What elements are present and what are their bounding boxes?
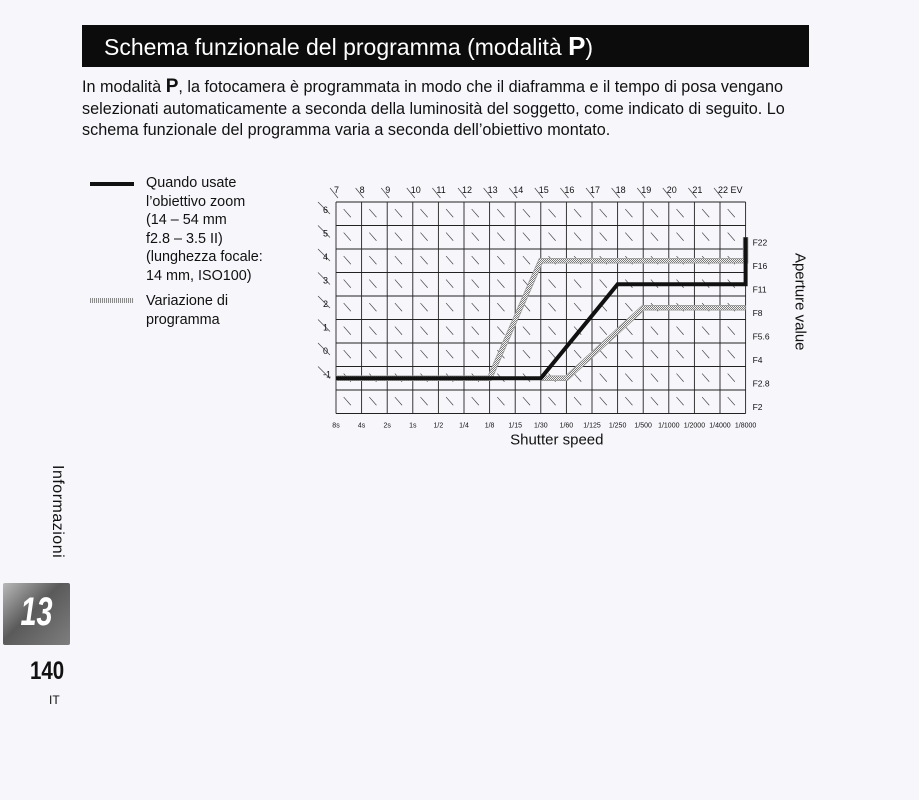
- ev-top-label: 9: [385, 185, 391, 195]
- x-tick-label: 8s: [332, 422, 340, 430]
- ev-diagonal: [472, 209, 479, 217]
- ev-diagonal: [497, 256, 504, 264]
- ev-diagonal: [676, 209, 683, 217]
- ev-diagonal: [728, 327, 735, 335]
- legend-shift-text: [146, 292, 296, 329]
- ev-diagonal: [523, 327, 530, 335]
- ev-diagonal: [676, 233, 683, 241]
- ev-diagonal: [728, 209, 735, 217]
- ev-top-label: 19: [641, 185, 652, 195]
- ev-left-label: 2: [323, 299, 329, 309]
- page-title: [82, 25, 809, 67]
- ev-diagonal: [702, 374, 709, 382]
- ev-left-label: 5: [323, 228, 329, 239]
- ev-diagonal: [395, 256, 402, 264]
- ev-top-label: 12: [462, 185, 473, 195]
- ev-diagonal: [446, 209, 453, 217]
- page-number: 140: [30, 657, 65, 685]
- legend-zoom-line: Quando usate: [146, 175, 237, 191]
- ev-diagonal: [600, 280, 607, 288]
- ev-diagonal: [728, 397, 735, 405]
- ev-diagonal: [446, 256, 453, 264]
- ev-top-label: 20: [666, 185, 677, 195]
- x-tick-label: 1/30: [533, 422, 548, 430]
- ev-diagonal: [625, 374, 632, 382]
- legend-zoom-line: f2.8 – 3.5 II): [146, 230, 223, 247]
- ev-top-label: 10: [410, 185, 421, 195]
- ev-top-label: 14: [513, 185, 524, 195]
- ev-top-label: 8: [359, 185, 365, 195]
- language-code: IT: [49, 693, 60, 707]
- ev-diagonal: [651, 209, 658, 217]
- ev-diagonal: [548, 280, 555, 288]
- ev-top-label: 17: [590, 185, 601, 195]
- chart-labels: [323, 185, 809, 449]
- intro-mode: P: [165, 76, 179, 97]
- ev-diagonal: [574, 233, 581, 241]
- y-tick-label: F16: [752, 260, 768, 271]
- ev-diagonal: [420, 280, 427, 288]
- ev-diagonal: [548, 350, 555, 358]
- ev-diagonal: [446, 233, 453, 241]
- x-tick-label: 1/15: [508, 422, 523, 430]
- y-tick-label: F22: [752, 237, 768, 248]
- ev-diagonal: [676, 350, 683, 358]
- ev-diagonal: [344, 209, 351, 217]
- chapter-badge: [3, 583, 70, 645]
- ev-diagonal: [651, 233, 658, 241]
- ev-top-label: 21: [692, 185, 703, 195]
- ev-diagonal: [600, 397, 607, 405]
- ev-diagonal: [574, 397, 581, 405]
- legend-zoom-line: (14 – 54 mm: [146, 212, 227, 228]
- x-tick-label: 1/500: [634, 422, 652, 430]
- ev-diagonal: [369, 280, 376, 288]
- ev-diagonal: [651, 327, 658, 335]
- ev-diagonal: [702, 350, 709, 358]
- y-tick-label: F4: [752, 354, 763, 365]
- ev-diagonal: [523, 256, 530, 264]
- ev-diagonal: [395, 327, 402, 335]
- intro-text-1: In modalità: [82, 78, 166, 96]
- ev-diagonal: [369, 233, 376, 241]
- legend-zoom-text: [146, 174, 296, 285]
- y-tick-label: F8: [752, 307, 763, 318]
- legend-zoom-line: l’obiettivo zoom: [146, 193, 246, 210]
- ev-diagonal: [728, 233, 735, 241]
- ev-diagonal: [369, 327, 376, 335]
- ev-top-label: 18: [615, 185, 626, 195]
- ev-top-label: 16: [564, 185, 575, 195]
- ev-diagonal: [676, 397, 683, 405]
- ev-diagonal: [728, 374, 735, 382]
- ev-diagonal: [420, 350, 427, 358]
- ev-diagonal: [395, 350, 402, 358]
- ev-diagonal: [600, 350, 607, 358]
- ev-diagonal: [446, 280, 453, 288]
- ev-diagonal: [548, 327, 555, 335]
- ev-left-label: 3: [323, 275, 329, 286]
- ev-diagonal: [369, 209, 376, 217]
- x-tick-label: 1/250: [608, 422, 627, 430]
- ev-diagonal: [548, 303, 555, 311]
- ev-diagonal: [497, 233, 504, 241]
- ev-diagonal: [369, 256, 376, 264]
- ev-diagonal: [472, 303, 479, 311]
- ev-diagonal: [395, 303, 402, 311]
- y-axis-title: Aperture value: [791, 252, 809, 351]
- x-tick-label: 1/60: [559, 422, 574, 430]
- ev-diagonal: [625, 397, 632, 405]
- ev-diagonal: [625, 350, 632, 358]
- legend-shift-swatch: [90, 298, 134, 303]
- ev-top-label: 13: [487, 185, 498, 195]
- title-mode: P: [568, 31, 586, 61]
- ev-diagonal: [472, 397, 479, 405]
- section-tab: Informazioni: [49, 465, 66, 559]
- ev-diagonal: [344, 397, 351, 405]
- ev-diagonal: [651, 374, 658, 382]
- ev-diagonal: [600, 209, 607, 217]
- ev-diagonal: [702, 233, 709, 241]
- ev-diagonal: [548, 397, 555, 405]
- ev-diagonal: [702, 397, 709, 405]
- ev-diagonal: [574, 303, 581, 311]
- ev-diagonal: [344, 303, 351, 311]
- ev-diagonal: [369, 303, 376, 311]
- x-axis-title: Shutter speed: [510, 431, 604, 449]
- ev-diagonal: [446, 350, 453, 358]
- ev-diagonal: [702, 327, 709, 335]
- ev-diagonal: [395, 233, 402, 241]
- ev-diagonal: [676, 327, 683, 335]
- ev-top-label: 11: [436, 185, 446, 195]
- ev-left-label: 0: [323, 346, 329, 356]
- title-suffix: ): [585, 34, 594, 60]
- y-tick-label: F11: [752, 284, 767, 295]
- title-prefix: Schema funzionale del programma (modalità: [104, 34, 569, 60]
- ev-diagonal: [497, 209, 504, 217]
- ev-diagonal: [548, 209, 555, 217]
- ev-diagonal: [574, 350, 581, 358]
- x-tick-label: 1s: [409, 422, 417, 430]
- ev-left-label: 1: [323, 322, 329, 333]
- ev-diagonal: [651, 397, 658, 405]
- ev-diagonal: [651, 350, 658, 358]
- x-tick-label: 1/8: [484, 422, 495, 430]
- ev-diagonal: [446, 397, 453, 405]
- ev-top-label: 22 EV: [718, 185, 743, 195]
- ev-diagonal: [446, 303, 453, 311]
- ev-diagonal: [600, 327, 607, 335]
- x-tick-label: 1/1000: [658, 422, 680, 430]
- ev-diagonal: [395, 397, 402, 405]
- ev-top-label: 15: [538, 185, 549, 195]
- y-tick-label: F2: [752, 401, 763, 412]
- intro-paragraph: [82, 76, 812, 142]
- ev-diagonal: [344, 327, 351, 335]
- ev-diagonal: [574, 280, 581, 288]
- ev-diagonal: [446, 327, 453, 335]
- ev-diagonal: [497, 397, 504, 405]
- ev-diagonal: [472, 327, 479, 335]
- x-tick-label: 1/4000: [709, 422, 731, 430]
- ev-diagonal: [728, 350, 735, 358]
- ev-diagonal: [420, 303, 427, 311]
- ev-diagonal: [625, 209, 632, 217]
- ev-diagonal: [600, 374, 607, 382]
- ev-diagonal: [395, 209, 402, 217]
- ev-diagonal: [472, 350, 479, 358]
- ev-diagonal: [600, 233, 607, 241]
- legend-zoom-line: (lunghezza focale:: [146, 249, 263, 265]
- ev-diagonal: [523, 350, 530, 358]
- ev-diagonal: [676, 374, 683, 382]
- y-tick-label: F5.6: [752, 331, 770, 342]
- x-tick-label: 4s: [357, 422, 366, 430]
- ev-diagonal: [472, 280, 479, 288]
- ev-diagonal: [344, 350, 351, 358]
- ev-diagonal: [344, 233, 351, 241]
- program-chart: [300, 174, 820, 464]
- ev-diagonal: [523, 397, 530, 405]
- ev-diagonal: [344, 256, 351, 264]
- ev-diagonal: [702, 209, 709, 217]
- ev-diagonal: [625, 303, 632, 311]
- ev-left-label: 4: [323, 252, 329, 262]
- ev-diagonal: [497, 303, 504, 311]
- legend-shift-line: programma: [146, 311, 220, 328]
- x-tick-label: 1/2: [433, 422, 444, 430]
- ev-diagonal: [420, 397, 427, 405]
- ev-diagonal: [574, 209, 581, 217]
- ev-diagonal: [497, 280, 504, 288]
- ev-diagonal: [574, 374, 581, 382]
- ev-diagonal: [548, 233, 555, 241]
- ev-diagonal: [420, 327, 427, 335]
- x-tick-label: 1/2000: [683, 422, 706, 430]
- y-tick-label: F2.8: [752, 378, 770, 389]
- ev-diagonal: [420, 233, 427, 241]
- ev-diagonal: [472, 256, 479, 264]
- x-tick-label: 1/8000: [734, 422, 757, 430]
- ev-diagonal: [497, 327, 504, 335]
- ev-diagonal: [395, 280, 402, 288]
- ev-diagonal: [625, 233, 632, 241]
- x-tick-label: 1/4: [459, 422, 469, 430]
- ev-diagonal: [344, 280, 351, 288]
- x-tick-label: 1/125: [583, 422, 601, 430]
- ev-diagonal: [420, 209, 427, 217]
- intro-text-2: , la fotocamera è programmata in modo che il diaframma e il tempo di posa vengano selezionati automaticamente a seconda della luminosità del soggetto, come indicato di seguito. Lo schema funzionale del programma varia a seconda dell’obiettivo montato.: [82, 78, 785, 139]
- ev-diagonal: [472, 233, 479, 241]
- ev-diagonal: [420, 256, 427, 264]
- legend-solid-line-swatch: [90, 182, 134, 186]
- legend-zoom-line: 14 mm, ISO100): [146, 267, 252, 284]
- ev-diagonal: [625, 327, 632, 335]
- ev-diagonal: [523, 209, 530, 217]
- ev-left-label: -1: [323, 369, 332, 380]
- ev-top-label: 7: [334, 185, 340, 195]
- chapter-number: 13: [20, 590, 53, 634]
- ev-left-label: 6: [323, 205, 329, 215]
- legend-shift-line: Variazione di: [146, 293, 229, 309]
- ev-diagonal: [523, 233, 530, 241]
- x-tick-label: 2s: [383, 422, 391, 430]
- ev-diagonal: [369, 350, 376, 358]
- ev-diagonal: [369, 397, 376, 405]
